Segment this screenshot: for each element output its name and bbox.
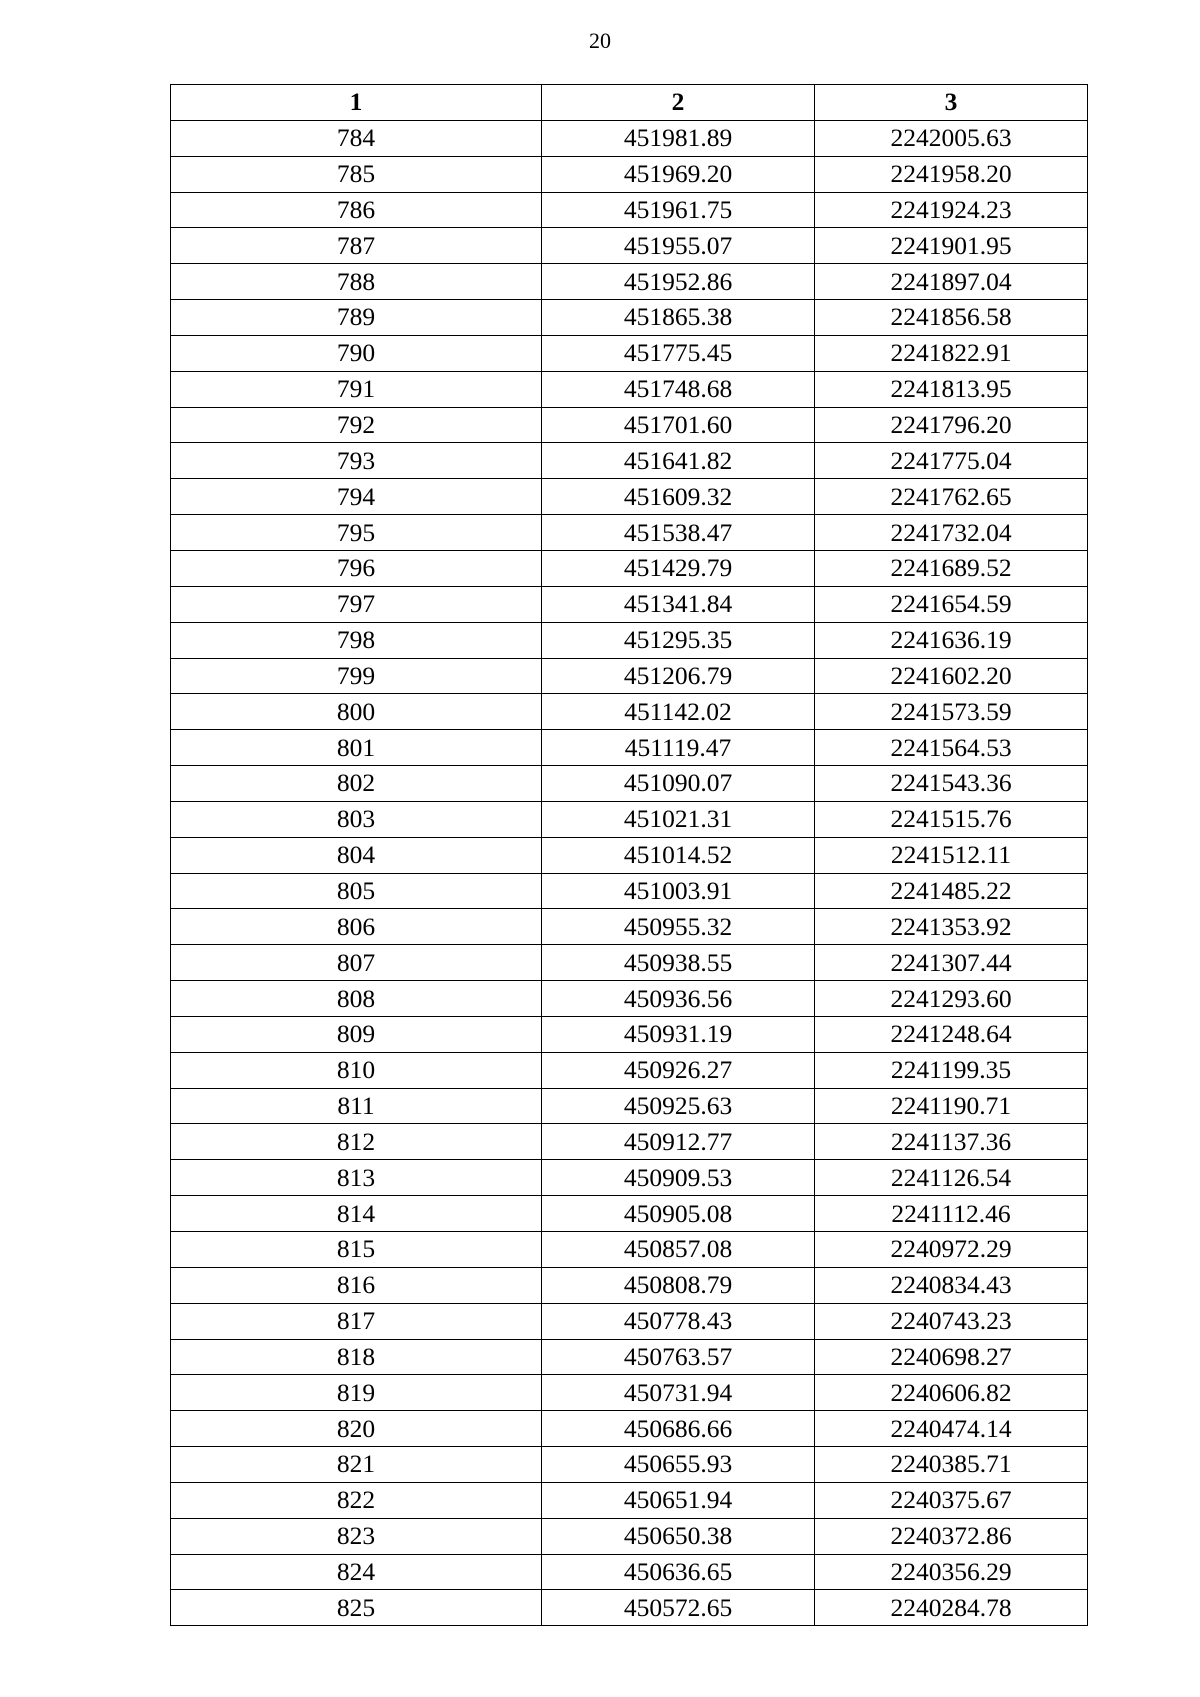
table-row — [171, 1339, 1088, 1375]
y-coordinate-cell: 2241199.35 — [815, 1052, 1088, 1088]
point-number-cell: 804 — [171, 837, 542, 873]
point-number-cell: 818 — [171, 1339, 542, 1375]
point-number-cell: 805 — [171, 873, 542, 909]
x-coordinate-cell: 450857.08 — [542, 1232, 815, 1268]
point-number-cell: 820 — [171, 1411, 542, 1447]
x-coordinate-cell: 450655.93 — [542, 1447, 815, 1483]
table-row — [171, 300, 1088, 336]
table-row — [171, 1518, 1088, 1554]
x-coordinate-cell: 450926.27 — [542, 1052, 815, 1088]
x-coordinate-cell: 451119.47 — [542, 730, 815, 766]
y-coordinate-cell: 2240972.29 — [815, 1232, 1088, 1268]
point-number-cell: 817 — [171, 1303, 542, 1339]
x-coordinate-cell: 450909.53 — [542, 1160, 815, 1196]
point-number-cell: 785 — [171, 156, 542, 192]
y-coordinate-cell: 2241543.36 — [815, 766, 1088, 802]
y-coordinate-cell: 2240698.27 — [815, 1339, 1088, 1375]
point-number-cell: 821 — [171, 1447, 542, 1483]
point-number-cell: 813 — [171, 1160, 542, 1196]
point-number-cell: 800 — [171, 694, 542, 730]
y-coordinate-cell: 2240385.71 — [815, 1447, 1088, 1483]
point-number-cell: 795 — [171, 515, 542, 551]
point-number-cell: 825 — [171, 1590, 542, 1626]
table-row — [171, 945, 1088, 981]
point-number-cell: 789 — [171, 300, 542, 336]
table-row — [171, 371, 1088, 407]
x-coordinate-cell: 451748.68 — [542, 371, 815, 407]
point-number-cell: 799 — [171, 658, 542, 694]
table-row — [171, 443, 1088, 479]
table-row — [171, 1052, 1088, 1088]
point-number-cell: 819 — [171, 1375, 542, 1411]
y-coordinate-cell: 2241307.44 — [815, 945, 1088, 981]
point-number-cell: 794 — [171, 479, 542, 515]
point-number-cell: 822 — [171, 1482, 542, 1518]
point-number-cell: 824 — [171, 1554, 542, 1590]
y-coordinate-cell: 2240743.23 — [815, 1303, 1088, 1339]
x-coordinate-cell: 450936.56 — [542, 981, 815, 1017]
table-row — [171, 981, 1088, 1017]
x-coordinate-cell: 450955.32 — [542, 909, 815, 945]
table-row — [171, 1160, 1088, 1196]
x-coordinate-cell: 451701.60 — [542, 407, 815, 443]
x-coordinate-cell: 450650.38 — [542, 1518, 815, 1554]
x-coordinate-cell: 450636.65 — [542, 1554, 815, 1590]
y-coordinate-cell: 2241732.04 — [815, 515, 1088, 551]
y-coordinate-cell: 2240474.14 — [815, 1411, 1088, 1447]
table-row — [171, 120, 1088, 156]
point-number-cell: 812 — [171, 1124, 542, 1160]
point-number-cell: 807 — [171, 945, 542, 981]
point-number-cell: 802 — [171, 766, 542, 802]
coordinates-table — [170, 84, 1088, 1626]
table-row — [171, 1196, 1088, 1232]
point-number-cell: 823 — [171, 1518, 542, 1554]
x-coordinate-cell: 451014.52 — [542, 837, 815, 873]
table-row — [171, 873, 1088, 909]
point-number-cell: 810 — [171, 1052, 542, 1088]
x-coordinate-cell: 451952.86 — [542, 264, 815, 300]
x-coordinate-cell: 451295.35 — [542, 622, 815, 658]
x-coordinate-cell: 451429.79 — [542, 550, 815, 586]
table-row — [171, 264, 1088, 300]
point-number-cell: 796 — [171, 550, 542, 586]
table-row — [171, 1232, 1088, 1268]
x-coordinate-cell: 451641.82 — [542, 443, 815, 479]
point-number-cell: 792 — [171, 407, 542, 443]
y-coordinate-cell: 2240834.43 — [815, 1267, 1088, 1303]
y-coordinate-cell: 2241856.58 — [815, 300, 1088, 336]
y-coordinate-cell: 2241248.64 — [815, 1016, 1088, 1052]
point-number-cell: 784 — [171, 120, 542, 156]
y-coordinate-cell: 2241822.91 — [815, 335, 1088, 371]
table-row — [171, 335, 1088, 371]
y-coordinate-cell: 2241112.46 — [815, 1196, 1088, 1232]
y-coordinate-cell: 2241353.92 — [815, 909, 1088, 945]
y-coordinate-cell: 2240284.78 — [815, 1590, 1088, 1626]
y-coordinate-cell: 2241924.23 — [815, 192, 1088, 228]
y-coordinate-cell: 2241901.95 — [815, 228, 1088, 264]
point-number-cell: 787 — [171, 228, 542, 264]
point-number-cell: 806 — [171, 909, 542, 945]
x-coordinate-cell: 451021.31 — [542, 801, 815, 837]
y-coordinate-cell: 2241512.11 — [815, 837, 1088, 873]
table-row — [171, 909, 1088, 945]
y-coordinate-cell: 2240606.82 — [815, 1375, 1088, 1411]
point-number-cell: 790 — [171, 335, 542, 371]
point-number-cell: 809 — [171, 1016, 542, 1052]
column-header-2: 2 — [542, 85, 815, 121]
x-coordinate-cell: 450686.66 — [542, 1411, 815, 1447]
x-coordinate-cell: 451090.07 — [542, 766, 815, 802]
table-row — [171, 1267, 1088, 1303]
table-row — [171, 479, 1088, 515]
page-number: 20 — [589, 28, 611, 53]
table-row — [171, 766, 1088, 802]
table-row — [171, 550, 1088, 586]
column-header-1: 1 — [171, 85, 542, 121]
x-coordinate-cell: 451206.79 — [542, 658, 815, 694]
x-coordinate-cell: 451981.89 — [542, 120, 815, 156]
point-number-cell: 811 — [171, 1088, 542, 1124]
point-number-cell: 798 — [171, 622, 542, 658]
table-row — [171, 1447, 1088, 1483]
table-row — [171, 156, 1088, 192]
y-coordinate-cell: 2241897.04 — [815, 264, 1088, 300]
y-coordinate-cell: 2241137.36 — [815, 1124, 1088, 1160]
table-row — [171, 1554, 1088, 1590]
y-coordinate-cell: 2241190.71 — [815, 1088, 1088, 1124]
y-coordinate-cell: 2241654.59 — [815, 586, 1088, 622]
y-coordinate-cell: 2240375.67 — [815, 1482, 1088, 1518]
y-coordinate-cell: 2241636.19 — [815, 622, 1088, 658]
table-row — [171, 1016, 1088, 1052]
x-coordinate-cell: 450763.57 — [542, 1339, 815, 1375]
table-row — [171, 837, 1088, 873]
x-coordinate-cell: 450938.55 — [542, 945, 815, 981]
x-coordinate-cell: 451538.47 — [542, 515, 815, 551]
header-row — [171, 85, 1088, 121]
x-coordinate-cell: 451142.02 — [542, 694, 815, 730]
y-coordinate-cell: 2242005.63 — [815, 120, 1088, 156]
x-coordinate-cell: 451969.20 — [542, 156, 815, 192]
x-coordinate-cell: 451865.38 — [542, 300, 815, 336]
x-coordinate-cell: 451609.32 — [542, 479, 815, 515]
y-coordinate-cell: 2241515.76 — [815, 801, 1088, 837]
x-coordinate-cell: 450651.94 — [542, 1482, 815, 1518]
table-row — [171, 1411, 1088, 1447]
point-number-cell: 803 — [171, 801, 542, 837]
table-row — [171, 801, 1088, 837]
y-coordinate-cell: 2240356.29 — [815, 1554, 1088, 1590]
y-coordinate-cell: 2241796.20 — [815, 407, 1088, 443]
point-number-cell: 793 — [171, 443, 542, 479]
table-row — [171, 1124, 1088, 1160]
point-number-cell: 815 — [171, 1232, 542, 1268]
table-row — [171, 694, 1088, 730]
point-number-cell: 801 — [171, 730, 542, 766]
y-coordinate-cell: 2241689.52 — [815, 550, 1088, 586]
table-row — [171, 1375, 1088, 1411]
y-coordinate-cell: 2241564.53 — [815, 730, 1088, 766]
x-coordinate-cell: 451961.75 — [542, 192, 815, 228]
y-coordinate-cell: 2240372.86 — [815, 1518, 1088, 1554]
y-coordinate-cell: 2241293.60 — [815, 981, 1088, 1017]
y-coordinate-cell: 2241813.95 — [815, 371, 1088, 407]
table-row — [171, 622, 1088, 658]
table-header — [171, 85, 1088, 121]
x-coordinate-cell: 450925.63 — [542, 1088, 815, 1124]
table-row — [171, 192, 1088, 228]
x-coordinate-cell: 450731.94 — [542, 1375, 815, 1411]
x-coordinate-cell: 450912.77 — [542, 1124, 815, 1160]
x-coordinate-cell: 450931.19 — [542, 1016, 815, 1052]
point-number-cell: 786 — [171, 192, 542, 228]
x-coordinate-cell: 450905.08 — [542, 1196, 815, 1232]
y-coordinate-cell: 2241573.59 — [815, 694, 1088, 730]
point-number-cell: 797 — [171, 586, 542, 622]
table-row — [171, 658, 1088, 694]
x-coordinate-cell: 451341.84 — [542, 586, 815, 622]
table-row — [171, 407, 1088, 443]
table-row — [171, 1482, 1088, 1518]
table-row — [171, 1088, 1088, 1124]
table-row — [171, 586, 1088, 622]
y-coordinate-cell: 2241775.04 — [815, 443, 1088, 479]
table-row — [171, 1303, 1088, 1339]
point-number-cell: 816 — [171, 1267, 542, 1303]
table-body — [171, 120, 1088, 1625]
point-number-cell: 808 — [171, 981, 542, 1017]
y-coordinate-cell: 2241602.20 — [815, 658, 1088, 694]
y-coordinate-cell: 2241485.22 — [815, 873, 1088, 909]
point-number-cell: 788 — [171, 264, 542, 300]
point-number-cell: 791 — [171, 371, 542, 407]
x-coordinate-cell: 451775.45 — [542, 335, 815, 371]
y-coordinate-cell: 2241126.54 — [815, 1160, 1088, 1196]
point-number-cell: 814 — [171, 1196, 542, 1232]
y-coordinate-cell: 2241762.65 — [815, 479, 1088, 515]
table-row — [171, 730, 1088, 766]
table-row — [171, 1590, 1088, 1626]
x-coordinate-cell: 450778.43 — [542, 1303, 815, 1339]
table-row — [171, 228, 1088, 264]
x-coordinate-cell: 450572.65 — [542, 1590, 815, 1626]
y-coordinate-cell: 2241958.20 — [815, 156, 1088, 192]
x-coordinate-cell: 450808.79 — [542, 1267, 815, 1303]
table-row — [171, 515, 1088, 551]
x-coordinate-cell: 451955.07 — [542, 228, 815, 264]
x-coordinate-cell: 451003.91 — [542, 873, 815, 909]
column-header-3: 3 — [815, 85, 1088, 121]
